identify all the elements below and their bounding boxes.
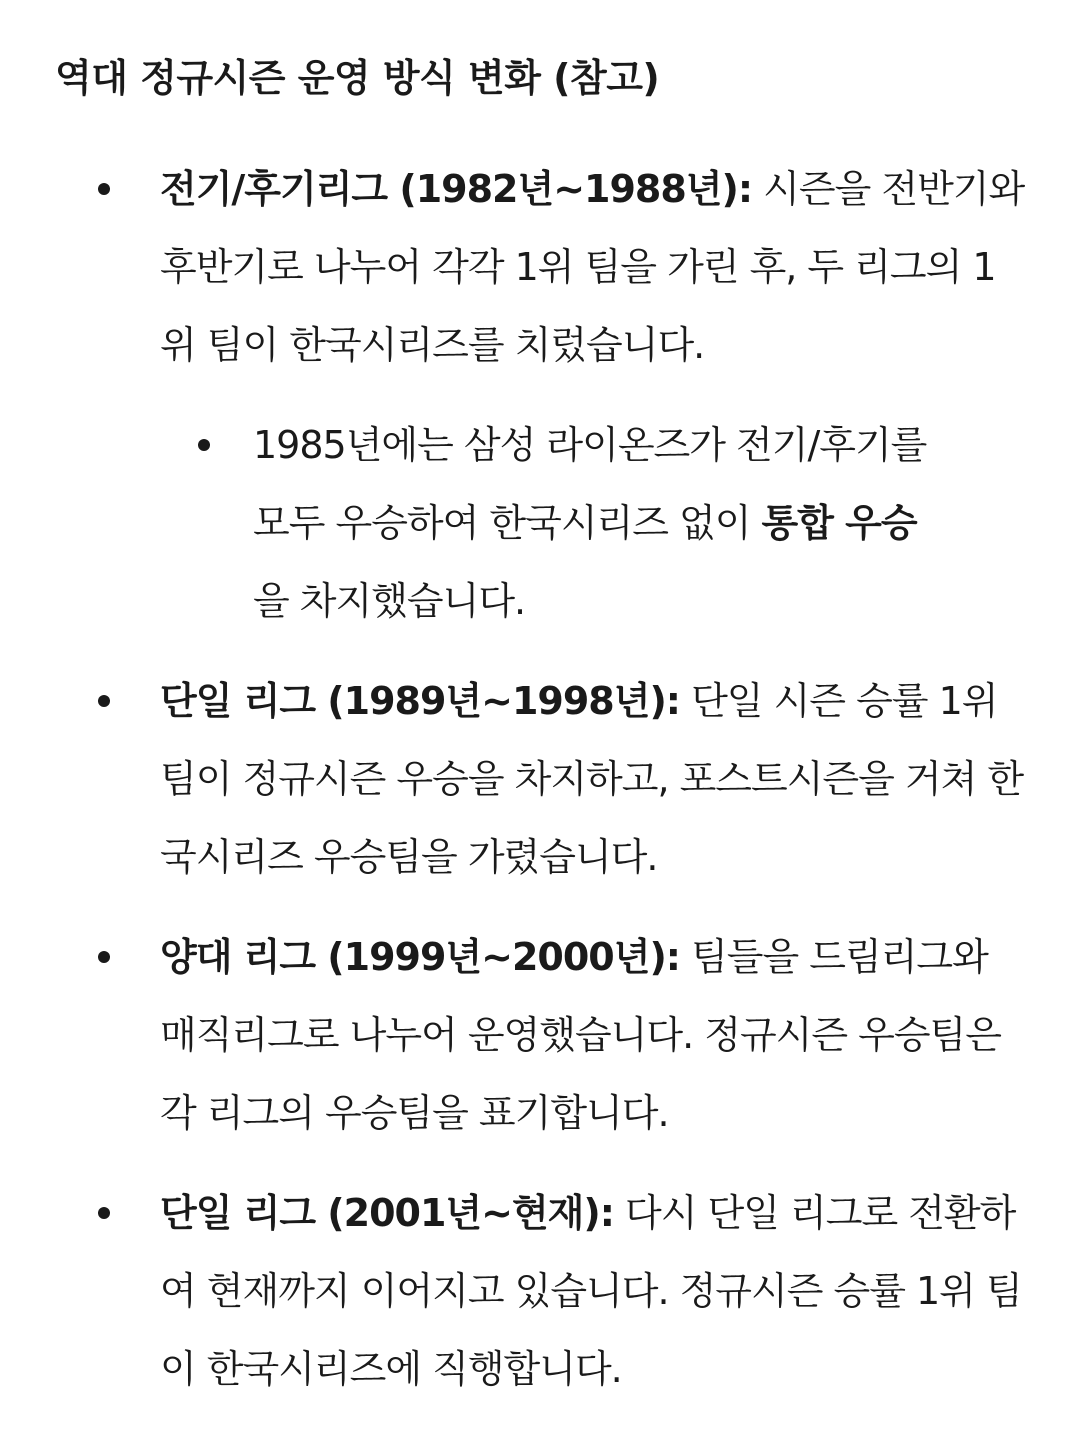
bullet-icon	[198, 439, 210, 451]
list-item	[55, 1174, 1025, 1408]
list-item-title: 전기/후기리그 (1982년~1988년):	[160, 167, 753, 211]
list-item	[55, 662, 1025, 896]
list-item-text: 팀들을 드림리그와 매직리그로 나누어 운영했습니다. 정규시즌 우승팀은 각 리그의 우승팀을 표기합니다.	[160, 935, 1001, 1135]
sub-list-item	[160, 406, 943, 640]
list-item	[55, 150, 1025, 640]
format-history-list	[55, 150, 1080, 1408]
bullet-icon	[98, 951, 110, 963]
sub-item-emphasis: 통합 우승	[761, 501, 917, 545]
list-item-text: 시즌을 전반기와 후반기로 나누어 각각 1위 팀을 가린 후, 두 리그의 1위 팀이 한국시리즈를 치렀습니다.	[160, 167, 1025, 367]
list-item	[55, 918, 1025, 1152]
sub-item-text-end: 을 차지했습니다.	[253, 579, 526, 623]
list-item-title: 양대 리그 (1999년~2000년):	[160, 935, 681, 979]
bullet-icon	[98, 183, 110, 195]
section-heading: 역대 정규시즌 운영 방식 변화 (참고)	[55, 56, 660, 100]
list-item-text: 다시 단일 리그로 전환하여 현재까지 이어지고 있습니다. 정규시즌 승률 1위 팀이 한국시리즈에 직행합니다.	[160, 1191, 1022, 1391]
sub-list	[160, 406, 1025, 640]
bullet-icon	[98, 695, 110, 707]
list-item-text: 단일 시즌 승률 1위 팀이 정규시즌 우승을 차지하고, 포스트시즌을 거쳐 한국시리즈 우승팀을 가렸습니다.	[160, 679, 1024, 879]
sub-item-text: 1985년에는 삼성 라이온즈가 전기/후기를 모두 우승하여 한국시리즈 없이	[253, 423, 927, 545]
bullet-icon	[98, 1207, 110, 1219]
list-item-title: 단일 리그 (1989년~1998년):	[160, 679, 681, 723]
list-item-title: 단일 리그 (2001년~현재):	[160, 1191, 614, 1235]
